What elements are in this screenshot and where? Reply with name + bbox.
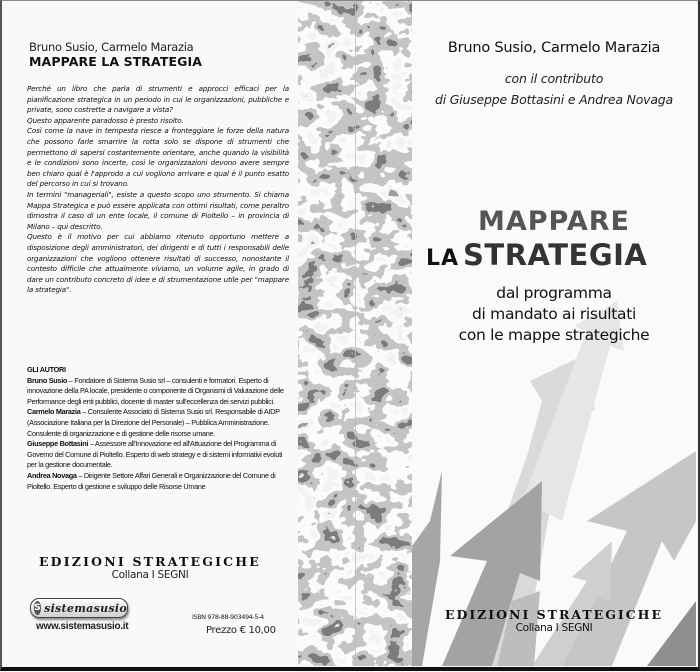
- sistemasusio-logo: [30, 598, 128, 618]
- author-description: – Dirigente Settore Affari Generali e Organizzazione del Comune di Pioltello. Esperto di gestione e sviluppo delle Risorse Umane: [27, 470, 276, 491]
- back-authors: Bruno Susio, Carmelo Marazia: [29, 40, 194, 54]
- back-cover: [2, 1, 298, 666]
- author-bio: [27, 407, 289, 439]
- back-blurb: [27, 84, 289, 296]
- logo-name: sistemasusio: [44, 601, 127, 615]
- title-strategia: STRATEGIA: [463, 238, 648, 272]
- author-description: – Assessore all'Innovazione ed all'Attuazione del Programma di Governo del Comune di Pioltello. Esperto di web strategy e di sistemi informativi evoluti per la gestione documentale.: [27, 439, 283, 470]
- author-bio: [27, 471, 289, 492]
- back-publisher: EDIZIONI STRATEGICHE: [38, 554, 262, 569]
- title-mappare: MAPPARE: [478, 206, 630, 237]
- front-publisher: EDIZIONI STRATEGICHE: [444, 607, 664, 622]
- blurb-paragraph: Così come la nave in tempesta riesce a fronteggiare le forze della natura che possono farle smarrire la rotta solo se dispone di strumenti che permettono di sapersi costantemente orientare, anche quando la visibilità e le condizioni sono incerte, così le organizzazioni devono avere sempre ben chiaro qual è l'approdo a cui vogliono arrivare e qual è il punto esatto del percorso in cui si trovano.: [27, 126, 289, 189]
- author-description: – Fondatore di Sistema Susio srl – consulenti e formatori. Esperto di innovazione della PA locale, presidente o componente di Organismi di Valutazione delle Performance degli enti pubblici, docente di master sull'eccellenza dei servizi pubblici.: [27, 375, 284, 406]
- contributors-names: di Giuseppe Bottasini e Andrea Novaga: [434, 92, 674, 107]
- logo-s-icon: S: [34, 603, 41, 613]
- back-title: MAPPARE LA STRATEGIA: [29, 54, 202, 69]
- blurb-paragraph: Perché un libro che parla di strumenti e approcci efficaci per la pianificazione strategica in un periodo in cui le organizzazioni, pubbliche e private, sono costrette a navigare a vista?: [27, 84, 289, 115]
- title-la-strategia: [426, 238, 647, 272]
- author-name: Giuseppe Bottasini: [27, 439, 89, 449]
- isbn: ISBN 978-88-903494-5-4: [192, 613, 264, 621]
- subtitle-line-2: di mandato ai risultati: [472, 305, 636, 323]
- author-name: Andrea Novaga: [27, 470, 77, 480]
- subtitle-line-3: con le mappe strategiche: [458, 326, 650, 344]
- author-description: – Consulente Associato di Sistema Susio srl. Responsabile di AIDP (Associazione Italiana per la Direzione del Personale) – Pubblica Amministrazione. Consulente di organizzazione e di gestione delle risorse umane.: [27, 407, 280, 438]
- publisher-url: www.sistemasusio.it: [36, 620, 129, 632]
- blurb-paragraph: Questo apparente paradosso è presto risolto.: [27, 115, 184, 125]
- author-bio: [27, 439, 289, 471]
- blurb-paragraph: In termini "manageriali", esiste a questo scopo uno strumento. Si chiama Mappa Strategica e può essere applicata con ottimi risultati, come peraltro dimostra il caso di un ente locale, il comune di Pioltello – in provincia di Milano – qui descritto.: [27, 189, 289, 231]
- author-name: Carmelo Marazia: [27, 407, 81, 417]
- price: Prezzo € 10,00: [206, 625, 276, 636]
- spine-fold-line: [355, 1, 356, 666]
- authors-section: [27, 365, 289, 492]
- blurb-paragraph: Questo è il motivo per cui abbiamo ritenuto opportuno mettere a disposizione degli amministratori, dei dirigenti e di tutti i responsabili delle organizzazioni che vogliono ottenere risultati di successo, nonostante il contesto difficile che attualmente viviamo, un volume agile, in grado di dare un contributo concreto di idee e di strumentazione utile per "mappare la strategia".: [27, 232, 289, 295]
- subtitle-line-1: dal programma: [496, 284, 612, 302]
- front-series: Collana I SEGNI: [515, 622, 593, 634]
- title-la: LA: [426, 246, 460, 271]
- front-cover: [412, 1, 696, 666]
- authors-heading: GLI AUTORI: [27, 365, 66, 374]
- author-bio: [27, 376, 289, 408]
- front-authors: Bruno Susio, Carmelo Marazia: [447, 40, 661, 56]
- author-name: Bruno Susio: [27, 375, 68, 385]
- back-series: Collana I SEGNI: [111, 569, 189, 581]
- contributors-intro: con il contributo: [504, 71, 604, 86]
